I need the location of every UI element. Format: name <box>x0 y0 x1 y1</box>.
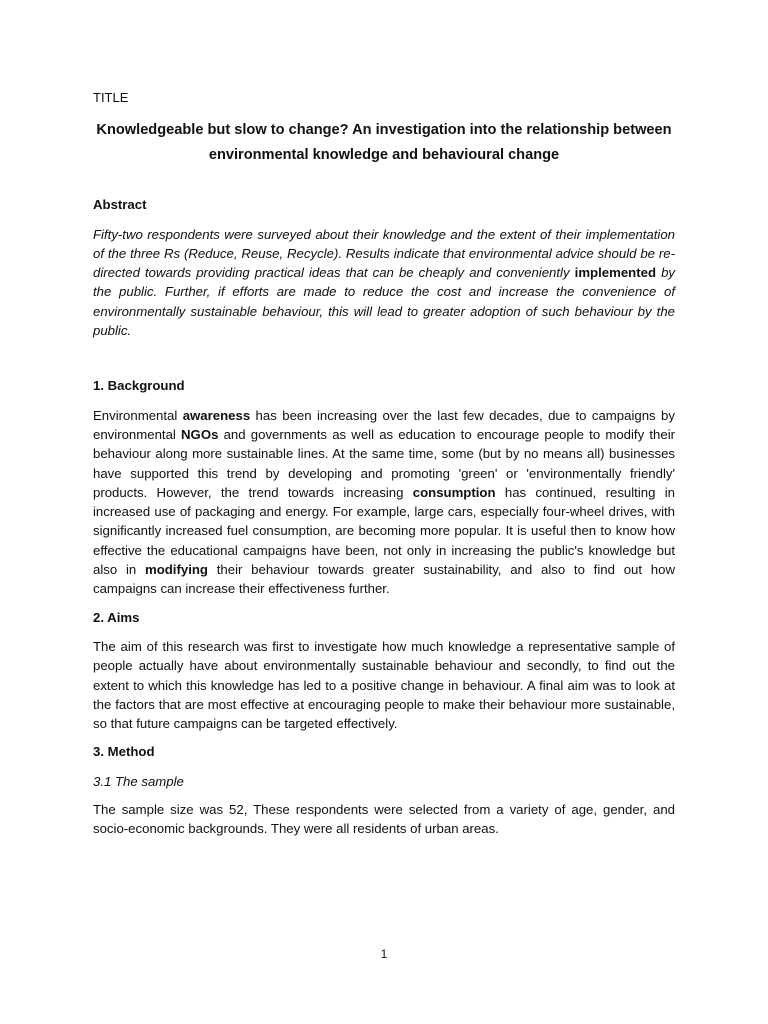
method-heading: 3. Method <box>93 744 155 760</box>
document-content <box>93 88 675 848</box>
background-bold-ngos: NGOs <box>181 426 219 442</box>
background-bold-consumption: consumption <box>412 484 496 500</box>
aims-paragraph: The aim of this research was first to investigate how much knowledge a representative sample of people actually have about environmentally sustainable behaviour and secondly, to find out the extent to which this knowledge has led to a positive change in behaviour. A final aim was to look at the factors that are most effective at encouraging people to make their behaviour more sustainable, so that future campaigns can be targeted effectively. <box>93 638 675 732</box>
paper-title: Knowledgeable but slow to change? An investigation into the relationship between environmental knowledge and behavioural change <box>96 122 672 164</box>
background-text-2: has been increasing over the last few decades, due to campaigns by environmental <box>93 407 675 442</box>
method-paragraph: The sample size was 52, These respondents were selected from a variety of age, gender, and socio-economic backgrounds. They were all residents of urban areas. <box>93 802 675 837</box>
aims-heading: 2. Aims <box>93 609 140 625</box>
abstract-heading: Abstract <box>93 197 147 213</box>
method-sample-subheading: 3.1 The sample <box>93 773 184 789</box>
background-text-5: their behaviour towards greater sustainability, and also to find out how campaigns can increase their effectiveness further. <box>93 562 675 597</box>
abstract-text-1: Fifty-two respondents were surveyed about their knowledge and the extent of their implementation of the three Rs (Reduce, Reuse, Recycle). Results indicate that environmental advice should be re-directed towards providing practical ideas that can be cheaply and conveniently <box>93 226 675 281</box>
page-number: 1 <box>380 947 388 961</box>
background-bold-modifying: modifying <box>144 562 208 578</box>
background-heading: 1. Background <box>93 378 185 394</box>
background-text-3: and governments as well as education to encourage people to modify their behaviour along more sustainable lines. At the same time, some (but by no means all) businesses have supported this trend by developing and promoting 'green' or 'environmentally friendly' products. However, the trend towards increasing <box>93 426 676 500</box>
title-label: TITLE <box>93 90 129 105</box>
abstract-paragraph <box>93 225 675 341</box>
background-text-4: has continued, resulting in increased use of packaging and energy. For example, large cars, especially four-wheel drives, with significantly increased fuel consumption, are becoming more popular. It is useful then to know how effective the educational campaigns have been, not only in increasing the public's knowledge but also in <box>93 484 676 578</box>
abstract-text-2: by the public. Further, if efforts are made to reduce the cost and increase the convenience of environmentally sustainable behaviour, this will lead to greater adoption of such behaviour by the public. <box>93 265 675 339</box>
background-bold-awareness: awareness <box>182 407 251 423</box>
abstract-bold-implemented: implemented <box>574 265 656 281</box>
background-text-1: Environmental <box>93 407 183 423</box>
background-paragraph <box>93 406 675 599</box>
